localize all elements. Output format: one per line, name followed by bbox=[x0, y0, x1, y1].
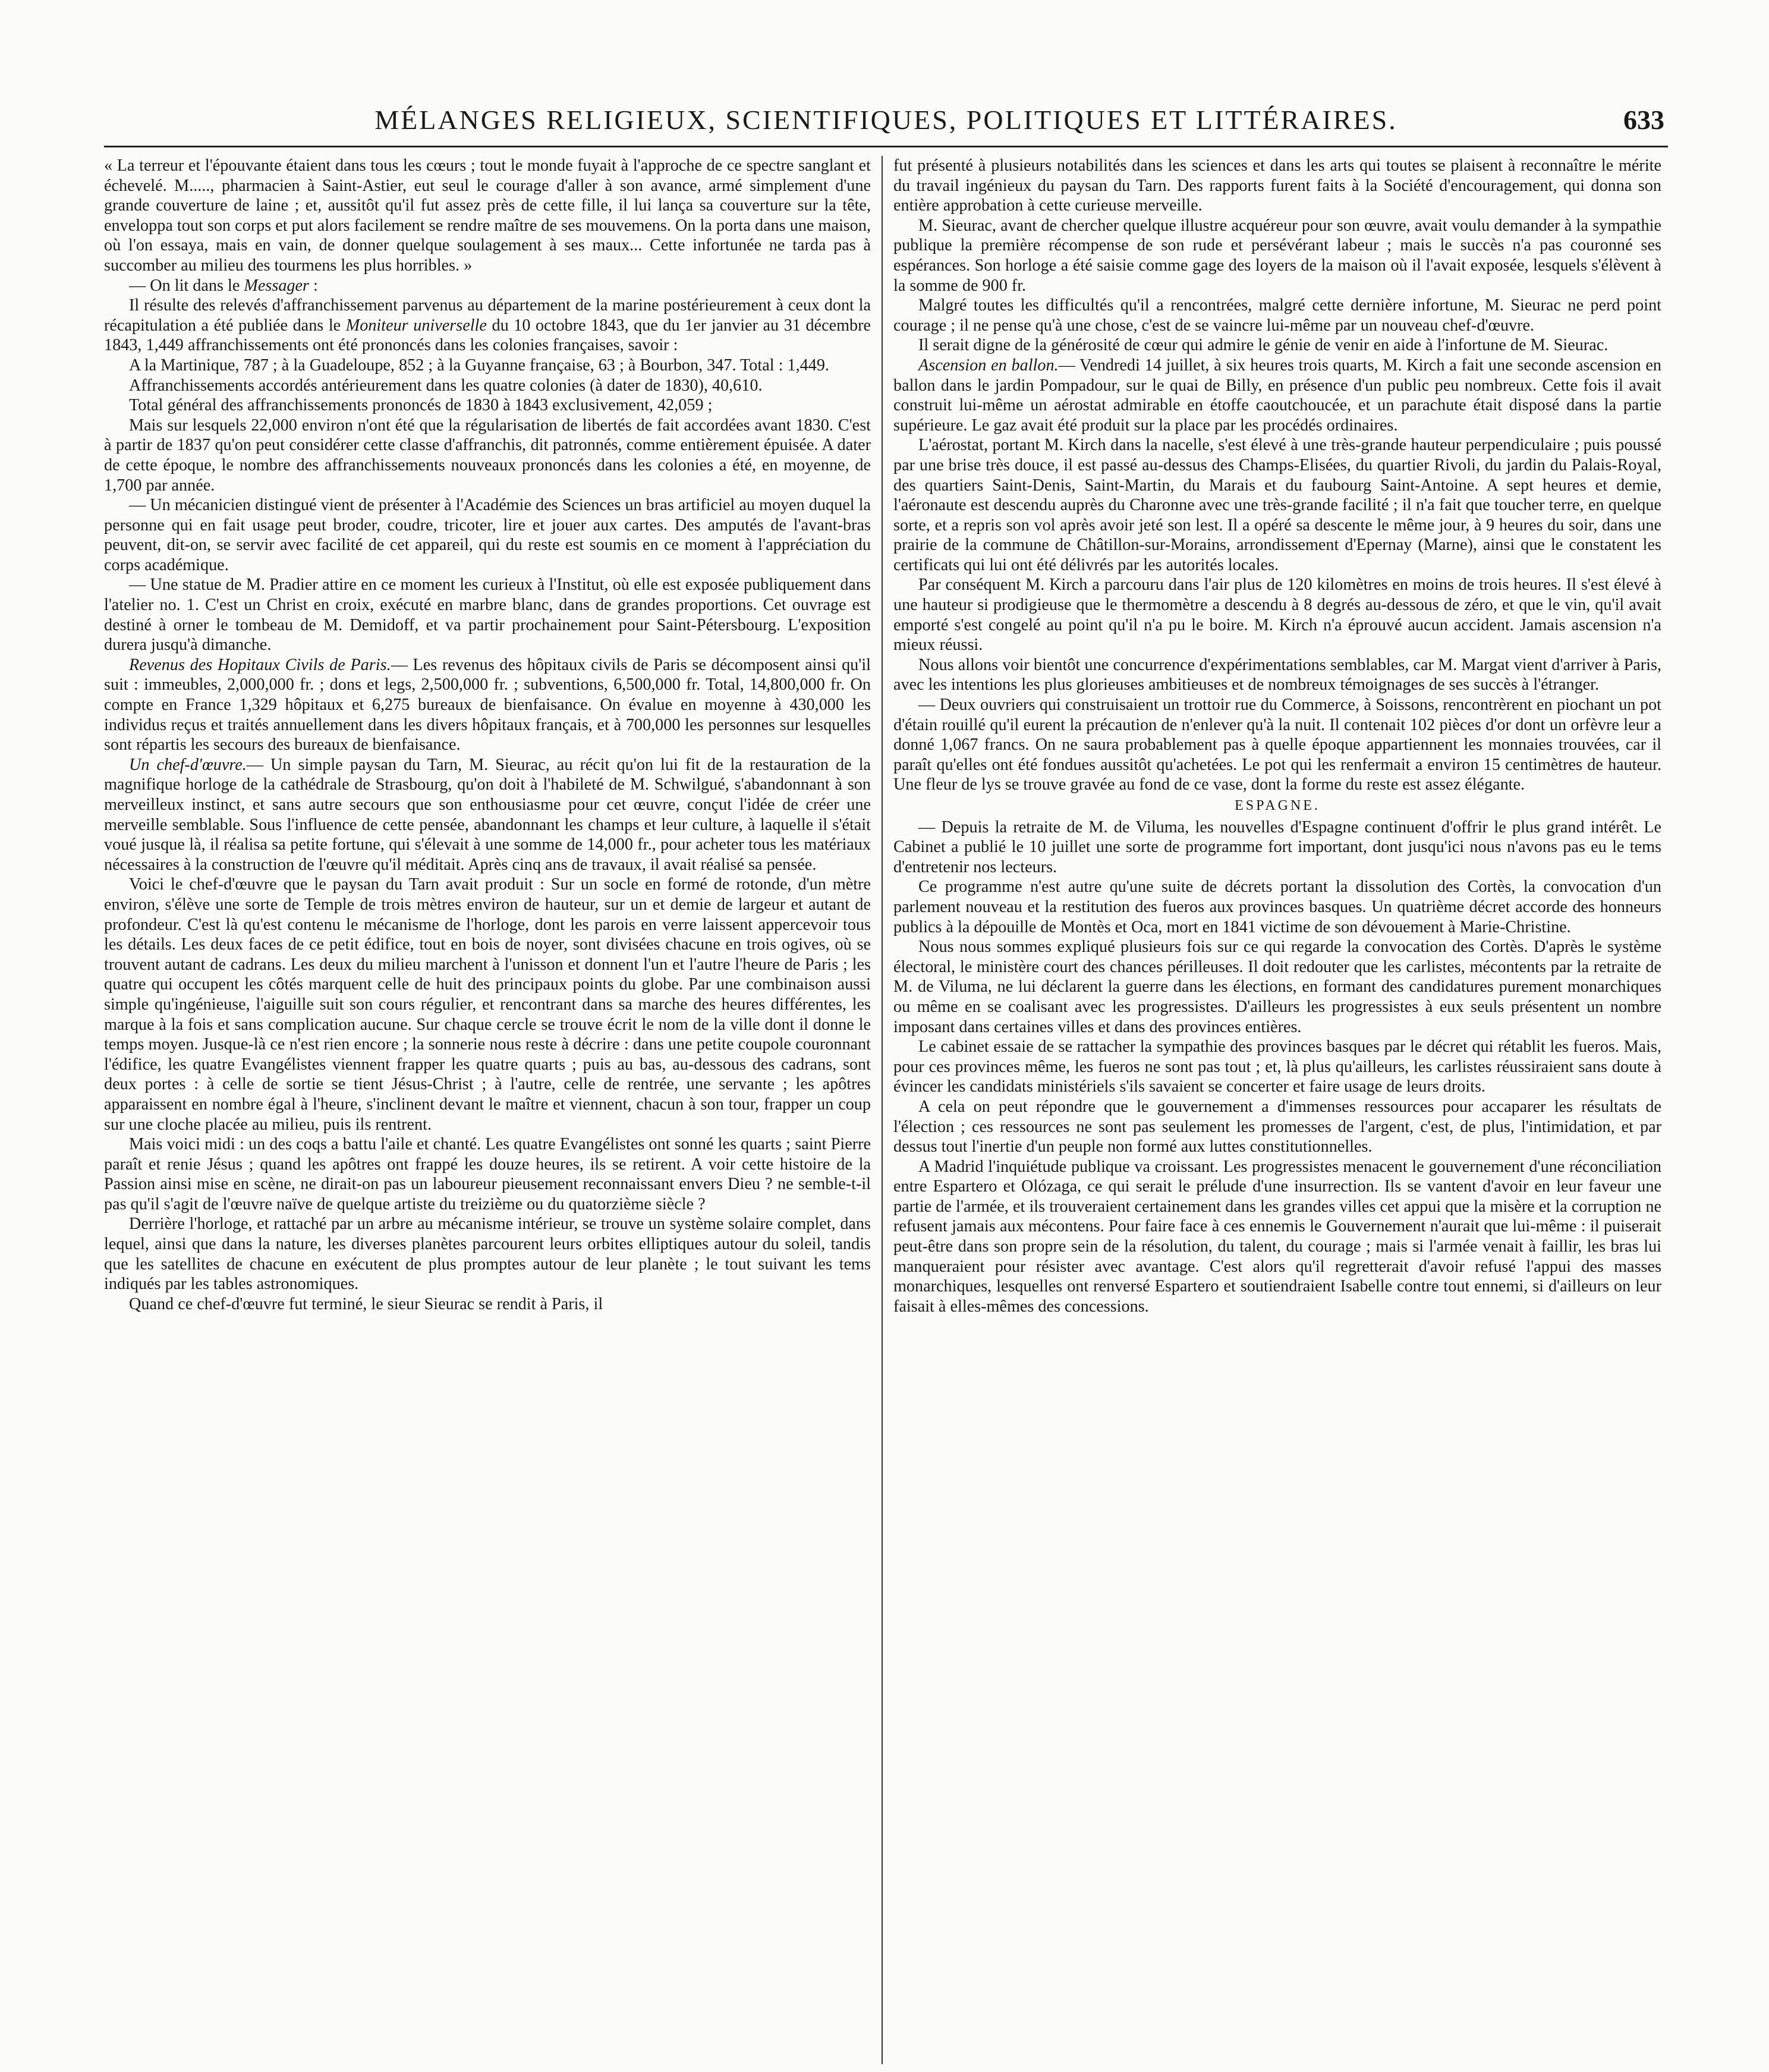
article-paragraph: L'aérostat, portant M. Kirch dans la nacelle, s'est élevé à une très-grande hauteur perpendiculaire ; puis poussé par une brise très douce, il est passé au-dessus des Champs-Elisées, du quartier Rivoli, du jardin du Palais-Royal, des quartiers Saint-Denis, Saint-Martin, du Marais et du faubourg Saint-Antoine. A sept heures et demie, l'aéronaute est descendu auprès du Charonne avec une très-grande facilité ; il n'a fait que toucher terre, en quelque sorte, et a repris son vol après avoir jeté son lest. Il a opéré sa descente le même jour, à 9 heures du soir, dans une prairie de la commune de Châtillon-sur-Morains, arrondissement d'Epernay (Marne), ainsi que le constatent les certificats qui lui ont été délivrés par les autorités locales. bbox=[893, 436, 1661, 574]
article-paragraph: Ascension en ballon.— Vendredi 14 juillet, à six heures trois quarts, M. Kirch a fait une seconde ascension en ballon dans le jardin Pompadour, sur le quai de Billy, en présence d'un public peu nombreux. Cette fois il avait construit lui-même un aérostat admirable en étoffe caoutchoucée, et un parachute était disposé dans la partie supérieure. Le gaz avait été produit sur la place par les procédés ordinaires. bbox=[893, 356, 1661, 435]
article-paragraph: Le cabinet essaie de se rattacher la sympathie des provinces basques par le décret qui rétablit les fueros. Mais, pour ces provinces même, les fueros ne sont pas tout ; et, là plus qu'ailleurs, les carlistes réussiraient sans doute à évincer les candidats ministériels s'ils savaient se concerter et faire usage de leurs droits. bbox=[893, 1037, 1661, 1096]
article-paragraph: fut présenté à plusieurs notabilités dans les sciences et dans les arts qui toutes se plaisent à reconnaître le mérite du travail ingénieux du paysan du Tarn. Des rapports furent faits à la Société d'encouragement, qui donna son entière approbation à cette curieuse merveille. bbox=[893, 156, 1661, 215]
article-paragraph: A Madrid l'inquiétude publique va croissant. Les progressistes menacent le gouvernement d'une réconciliation entre Espartero et Olózaga, ce qui serait le prélude d'une insurrection. Ils se vantent d'avoir en leur faveur une partie de l'armée, et ils trouveraient certainement dans les grandes villes cet appui que la misère et la corruption ne refusent jamais aux mécontens. Pour faire face à ces ennemis le Gouvernement n'aurait que lui-même : il puiserait peut-être dans son propre sein de la résolution, du talent, du courage ; mais si l'armée venait à faillir, les bras lui manqueraient pour résister avec avantage. C'est alors qu'il regretterait d'avoir refusé l'appui des masses monarchiques, lesquelles ont renversé Espartero et soutiendraient Isabelle contre tout ennemi, si d'ailleurs on leur faisait à elles-mêmes des concessions. bbox=[893, 1157, 1661, 1316]
page-header bbox=[104, 98, 1668, 147]
article-paragraph: A la Martinique, 787 ; à la Guadeloupe, 852 ; à la Guyanne française, 63 ; à Bourbon, 347. Total : 1,449. bbox=[129, 356, 829, 375]
newspaper-name: Messager bbox=[244, 276, 309, 295]
article-paragraph: — Un mécanicien distingué vient de présenter à l'Académie des Sciences un bras artificiel au moyen duquel la personne qui en fait usage peut broder, coudre, tricoter, lire et jouer aux cartes. Des amputés de l'avant-bras peuvent, dit-on, se servir avec facilité de cet appareil, qui du reste est soumis en ce moment à l'appréciation du corps académique. bbox=[104, 496, 871, 574]
article-paragraph: Affranchissements accordés antérieurement dans les quatre colonies (à dater de 1830), 40,610. bbox=[129, 376, 763, 395]
newspaper-name: Moniteur universelle bbox=[345, 316, 487, 335]
article-paragraph: — Depuis la retraite de M. de Viluma, les nouvelles d'Espagne continuent d'offrir le plus grand intérêt. Le Cabinet a publié le 10 juillet une sorte de programme fort important, dont jusqu'ici nous n'avons pas eu le tems d'entretenir nos lecteurs. bbox=[893, 818, 1661, 876]
article-paragraph: Voici le chef-d'œuvre que le paysan du Tarn avait produit : Sur un socle en formé de rotonde, d'un mètre environ, s'élève une sorte de Temple de trois mètres environ de hauteur, sur un et demie de largeur et autant de profondeur. C'est là qu'est contenu le mécanisme de l'horloge, dont les parois en verre laissent appercevoir tous les détails. Les deux faces de ce petit édifice, tout en bois de noyer, sont divisées chacune en trois ogives, où se trouvent autant de cadrans. Les deux du milieu marchent à l'unisson et donnent l'un et l'autre l'heure de Paris ; les quatre qui occupent les côtés marquent celle de huit des principaux points du globe. Par une combinaison aussi simple qu'ingénieuse, l'aiguille suit son cours régulier, et rencontrant dans sa marche des heures différentes, les marque à la fois et sans complication aucune. Sur chaque cercle se trouve écrit le nom de la ville dont il donne le temps moyen. Jusque-là ce n'est rien encore ; la sonnerie nous reste à décrire : dans une petite coupole couronnant l'édifice, les quatre Evangélistes viennent frapper les quatre quarts ; puis au bas, au-dessous des cadrans, sont deux portes : à celle de sortie se tient Jésus-Christ ; à l'autre, celle de rentrée, une servante ; les apôtres apparaissent en nombre égal à l'heure, s'inclinent devant le maître et viennent, chacun à son tour, frapper un coup sur une cloche placée au milieu, puis ils rentrent. bbox=[104, 875, 871, 1134]
article-paragraph: Il résulte des relevés d'affranchissement parvenus au département de la marine postérieurement à ceux dont la récapitulation a été publiée dans le Moniteur universelle du 10 octobre 1843, que du 1er janvier au 31 décembre 1843, 1,449 affranchissements ont été prononcés dans les colonies françaises, savoir : bbox=[104, 296, 871, 355]
article-heading: Un chef-d'œuvre. bbox=[129, 755, 247, 774]
article-heading: Revenus des Hopitaux Civils de Paris. bbox=[129, 655, 391, 674]
article-paragraph: Derrière l'horloge, et rattaché par un arbre au mécanisme intérieur, se trouve un système solaire complet, dans lequel, ainsi que dans la nature, les diverses planètes parcourent leurs orbites elliptiques autour du soleil, tandis que les satellites de chacune en exécutent de plus promptes autour de leur planète ; le tout suivant les tems indiqués par les tables astronomiques. bbox=[104, 1215, 871, 1294]
article-paragraph: Par conséquent M. Kirch a parcouru dans l'air plus de 120 kilomètres en moins de trois heures. Il s'est élevé à une hauteur si prodigieuse que le thermomètre a descendu à 8 degrés au-dessous de zéro, et que le vin, qu'il avait emporté s'est congelé au point qu'il n'a pu le boire. M. Kirch n'a éprouvé aucun accident. Jamais ascension n'a mieux réussi. bbox=[893, 576, 1661, 655]
article-paragraph: Mais voici midi : un des coqs a battu l'aile et chanté. Les quatre Evangélistes ont sonné les quarts ; saint Pierre paraît et renie Jésus ; quand les apôtres ont frappé les douze heures, ils se retirent. A voir cette histoire de la Passion ainsi mise en scène, ne dirait-on pas un laboureur pieusement reconnaissant envers Dieu ? ne semble-t-il pas qu'il s'agit de l'œuvre naïve de quelque artiste du treizième ou du quatorzième siècle ? bbox=[104, 1135, 871, 1213]
article-paragraph: A cela on peut répondre que le gouvernement a d'immenses ressources pour accaparer les résultats de l'élection ; ces ressources ne sont pas seulement les promesses de l'argent, c'est, de plus, l'intimidation, et par dessus tout l'inertie d'un peuple non formé aux luttes constitutionnelles. bbox=[893, 1097, 1661, 1156]
article-paragraph: Mais sur lesquels 22,000 environ n'ont été que la régularisation de libertés de fait accordées avant 1830. C'est à partir de 1837 qu'on peut considérer cette classe d'affranchis, dit patronnés, comme entièrement épuisée. A dater de cette époque, le nombre des affranchissements nouveaux prononcés dans les colonies a été, en moyenne, de 1,700 par année. bbox=[104, 416, 871, 495]
article-paragraph: Quand ce chef-d'œuvre fut terminé, le sieur Sieurac se rendit à Paris, il bbox=[129, 1294, 603, 1313]
article-paragraph: M. Sieurac, avant de chercher quelque illustre acquéreur pour son œuvre, avait voulu demander à la sympathie publique la première récompense de son rude et persévérant labeur ; mais le succès n'a pas couronné ses espérances. Son horloge a été saisie comme gage des loyers de la maison où il l'avait exposée, lesquels s'élèvent à la somme de 900 fr. bbox=[893, 216, 1661, 295]
page-number: 633 bbox=[1623, 105, 1664, 135]
article-heading: Ascension en ballon. bbox=[918, 356, 1059, 375]
article-paragraph: « La terreur et l'épouvante étaient dans tous les cœurs ; tout le monde fuyait à l'approche de ce spectre sanglant et échevelé. M....., pharmacien à Saint-Astier, eut seul le courage d'aller à son avance, armé simplement d'une grande couverture de laine ; et, aussitôt qu'il fut assez près de cette fille, il lui lança sa couverture sur la tête, enveloppa tout son corps et put alors facilement se rendre maître de ses mouvemens. On la porta dans une maison, où l'on essaya, mais en vain, de donner quelque soulagement à ses maux... Cette infortunée ne tarda pas à succomber au milieu des tourmens les plus horribles. » bbox=[104, 156, 871, 275]
article-paragraph: — On lit dans le Messager : bbox=[129, 276, 318, 295]
left-column bbox=[104, 156, 883, 2064]
article-paragraph: — Une statue de M. Pradier attire en ce moment les curieux à l'Institut, où elle est exposée publiquement dans l'atelier no. 1. C'est un Christ en croix, exécuté en marbre blanc, dans de grandes proportions. Cet ouvrage est destiné à orner le tombeau de M. Demidoff, et va partir prochainement pour Saint-Pétersbourg. L'exposition durera jusqu'à dimanche. bbox=[104, 576, 871, 655]
right-column bbox=[883, 156, 1661, 2064]
article-paragraph: Un chef-d'œuvre.— Un simple paysan du Tarn, M. Sieurac, au récit qu'on lui fit de la restauration de la magnifique horloge de la cathédrale de Strasbourg, qu'on doit à l'habileté de M. Schwilgué, s'abandonnant à son merveilleux instinct, et sans autre secours que son enthousiasme pour cet œuvre, conçut l'idée de créer une merveille semblable. Sous l'influence de cette pensée, abandonnant les champs et leur culture, à laquelle il s'était voué jusque là, il réalisa sa petite fortune, qui s'élevait à une somme de 14,000 fr., pour acheter tous les matériaux nécessaires à la construction de l'œuvre qu'il méditait. Après cinq ans de travaux, il avait réalisé sa pensée. bbox=[104, 755, 871, 874]
article-paragraph: Il serait digne de la générosité de cœur qui admire le génie de venir en aide à l'infortune de M. Sieurac. bbox=[918, 336, 1609, 355]
article-paragraph: — Deux ouvriers qui construisaient un trottoir rue du Commerce, à Soissons, rencontrèrent en piochant un pot d'étain rouillé qu'il eurent la précaution de n'enlever qu'à la nuit. Il contenait 102 pièces d'or dont un orfèvre leur a donné 1,067 francs. On ne saura probablement pas à quelle époque appartiennent les monnaies trouvées, car il paraît qu'elles ont été fondues aussitôt qu'achetées. Le pot qui les renfermait a environ 15 centimètres de hauteur. Une fleur de lys se trouve gravée au fond de ce vase, dont la forme du reste est assez élégante. bbox=[893, 696, 1661, 794]
section-heading: ESPAGNE. bbox=[1235, 798, 1320, 813]
article-paragraph: Malgré toutes les difficultés qu'il a rencontrées, malgré cette dernière infortune, M. Sieurac ne perd point courage ; il ne pense qu'à une chose, c'est de se vaincre lui-même par un nouveau chef-d'œuvre. bbox=[893, 296, 1661, 335]
article-paragraph: Total général des affranchissements prononcés de 1830 à 1843 exclusivement, 42,059 ; bbox=[129, 396, 713, 415]
article-paragraph: Revenus des Hopitaux Civils de Paris.— Les revenus des hôpitaux civils de Paris se décomposent ainsi qu'il suit : immeubles, 2,000,000 fr. ; dons et legs, 2,500,000 fr. ; subventions, 6,500,000 fr. Total, 14,800,000 fr. On compte en France 1,329 hôpitaux et 6,275 bureaux de bienfaisance. On évalue en moyenne à 430,000 les individus reçus et traités annuellement dans les divers hôpitaux français, et à 700,000 les personnes sur lesquelles sont répartis les secours des bureaux de bienfaisance. bbox=[104, 655, 871, 754]
article-paragraph: Nous nous sommes expliqué plusieurs fois sur ce qui regarde la convocation des Cortès. D'après le système électoral, le ministère court des chances périlleuses. Il doit redouter que les carlistes, mécontents par la retraite de M. de Viluma, ne lui déclarent la guerre dans les élections, en formant des candidatures purement monarchiques ou même en se coalisant avec les progressistes. D'ailleurs les progressistes à eux seuls présentent un nombre imposant dans certaines villes et dans des provinces entières. bbox=[893, 938, 1661, 1036]
text-columns bbox=[104, 156, 1668, 2064]
article-paragraph: Nous allons voir bientôt une concurrence d'expérimentations semblables, car M. Margat vient d'arriver à Paris, avec les intentions les plus glorieuses ambitieuses et de nombreux témoignages de ses succès à l'étranger. bbox=[893, 655, 1661, 694]
article-paragraph: Ce programme n'est autre qu'une suite de décrets portant la dissolution des Cortès, la convocation d'un parlement nouveau et la restitution des fueros aux provinces basques. Un quatrième décret accorde des honneurs publics à la dépouille de Montès et Oca, mort en 1841 victime de son dévouement à Marie-Christine. bbox=[893, 878, 1661, 936]
running-title: MÉLANGES RELIGIEUX, SCIENTIFIQUES, POLITIQUES ET LITTÉRAIRES. bbox=[374, 105, 1397, 135]
